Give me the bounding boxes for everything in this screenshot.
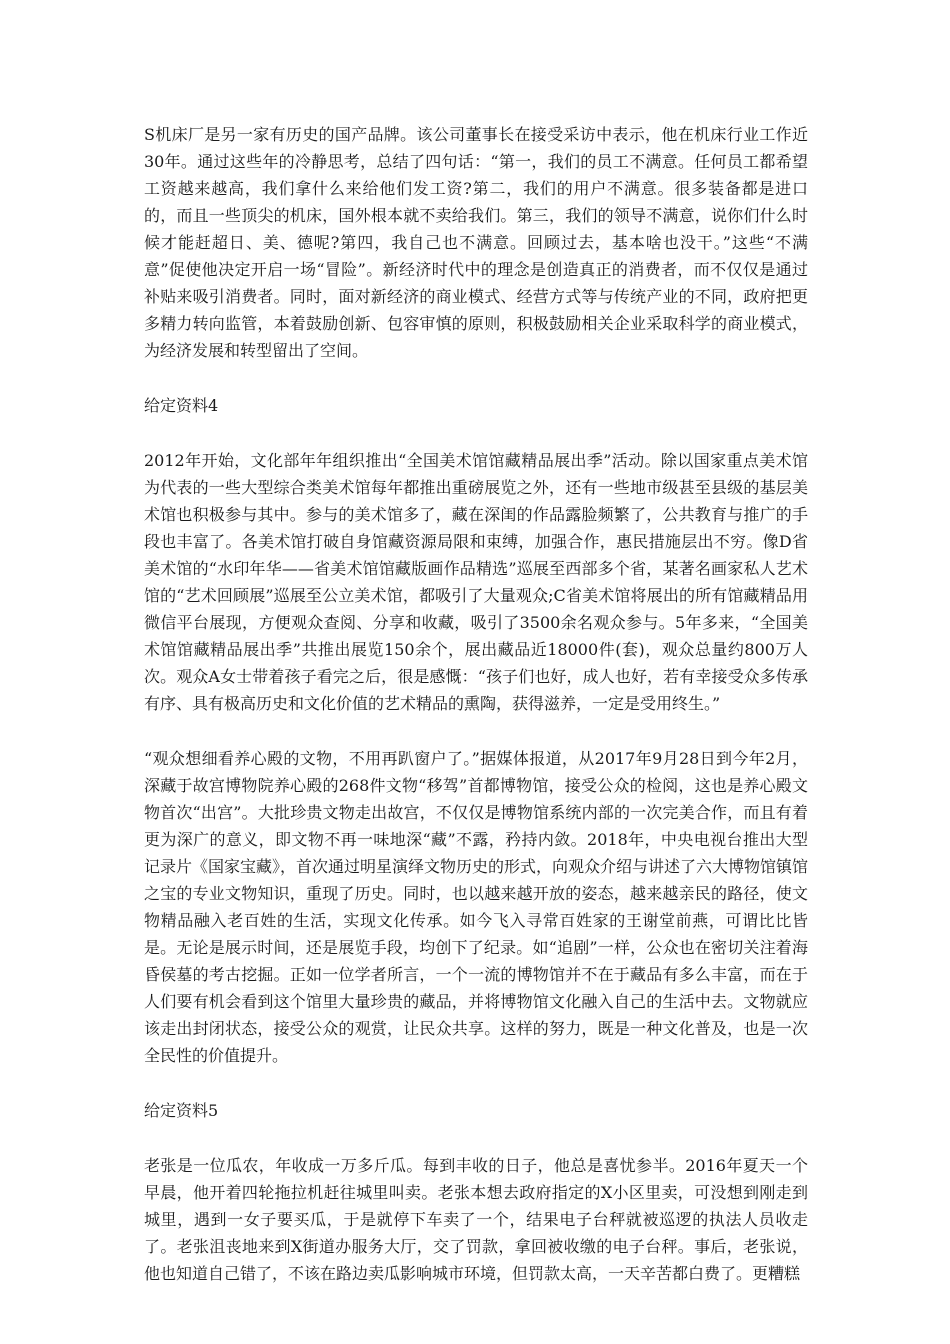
paragraph-palace-museum-relics: “观众想细看养心殿的文物，不用再趴窗户了。”据媒体报道，从2017年9月28日到今年2月，深藏于故宫博物院养心殿的268件文物“移驾”首都博物馆，接受公众的检阅，这也是养心殿文物首次“出宫”。大批珍贵文物走出故宫，不仅仅是博物馆系统内部的一次完美合作，而且有着更为深广的意义，即文物不再一味地深“藏”不露，矜持内敛。2018年，中央电视台推出大型记录片《国家宝藏》，首次通过明星演绎文物历史的形式，向观众介绍与讲述了六大博物馆镇馆之宝的专业文物知识，重现了历史。同时，也以越来越开放的姿态，越来越亲民的路径，使文物精品融入老百姓的生活，实现文化传承。如今飞入寻常百姓家的王谢堂前燕，可谓比比皆是。无论是展示时间，还是展览手段，均创下了纪录。如“追剧”一样，公众也在密切关注着海昏侯墓的考古挖掘。正如一位学者所言，一个一流的博物馆并不在于藏品有多么丰富，而在于人们要有机会看到这个馆里大量珍贵的藏品，并将博物馆文化融入自己的生活中去。文物就应该走出封闭状态，接受公众的观赏，让民众共享。这样的努力，既是一种文化普及，也是一次全民性的价值提升。 [144,749,809,1065]
section-heading-material-4: 给定资料4 [144,396,219,415]
document-page [144,121,808,1287]
paragraph-melon-farmer: 老张是一位瓜农，年收成一万多斤瓜。每到丰收的日子，他总是喜忧参半。2016年夏天一个早晨，他开着四轮拖拉机赶往城里叫卖。老张本想去政府指定的X小区里卖，可没想到刚走到城里，遇到一女子要买瓜，于是就停下车卖了一个，结果电子台秤就被巡逻的执法人员收走了。老张沮丧地来到X街道办服务大厅，交了罚款，拿回被收缴的电子台秤。事后，老张说，他也知道自己错了，不该在路边卖瓜影响城市环境，但罚款太高，一天辛苦都白费了。更糟糕 [144,1156,808,1283]
section-heading-material-5: 给定资料5 [144,1101,219,1120]
paragraph-art-museum-exhibition-season: 2012年开始，文化部年年组织推出“全国美术馆馆藏精品展出季”活动。除以国家重点美术馆为代表的一些大型综合类美术馆每年都推出重磅展览之外，还有一些地市级甚至县级的基层美术馆也积极参与其中。参与的美术馆多了，藏在深闺的作品露脸频繁了，公共教育与推广的手段也丰富了。各美术馆打破自身馆藏资源局限和束缚，加强合作，惠民措施层出不穷。像D省美术馆的“水印年华——省美术馆馆藏版画作品精选”巡展至西部多个省，某著名画家私人艺术馆的“艺术回顾展”巡展至公立美术馆，都吸引了大量观众;C省美术馆将展出的所有馆藏精品用微信平台展现，方便观众查阅、分享和收藏，吸引了3500余名观众参与。5年多来，“全国美术馆馆藏精品展出季”共推出展览150余个，展出藏品近18000件(套)，观众总量约800万人次。观众A女士带着孩子看完之后，很是感慨：“孩子们也好，成人也好，若有幸接受众多传承有序、具有极高历史和文化价值的艺术精品的熏陶，获得滋养，一定是受用终生。” [144,451,808,713]
paragraph-s-machine-tool-factory: S机床厂是另一家有历史的国产品牌。该公司董事长在接受采访中表示，他在机床行业工作近30年。通过这些年的冷静思考，总结了四句话：“第一，我们的员工不满意。任何员工都希望工资越来越高，我们拿什么来给他们发工资?第二，我们的用户不满意。很多装备都是进口的，而且一些顶尖的机床，国外根本就不卖给我们。第三，我们的领导不满意，说你们什么时候才能赶超日、美、德呢?第四，我自己也不满意。回顾过去，基本啥也没干。”这些“不满意”促使他决定开启一场“冒险”。新经济时代中的理念是创造真正的消费者，而不仅仅是通过补贴来吸引消费者。同时，面对新经济的商业模式、经营方式等与传统产业的不同，政府把更多精力转向监管，本着鼓励创新、包容审慎的原则，积极鼓励相关企业采取科学的商业模式，为经济发展和转型留出了空间。 [144,125,808,360]
